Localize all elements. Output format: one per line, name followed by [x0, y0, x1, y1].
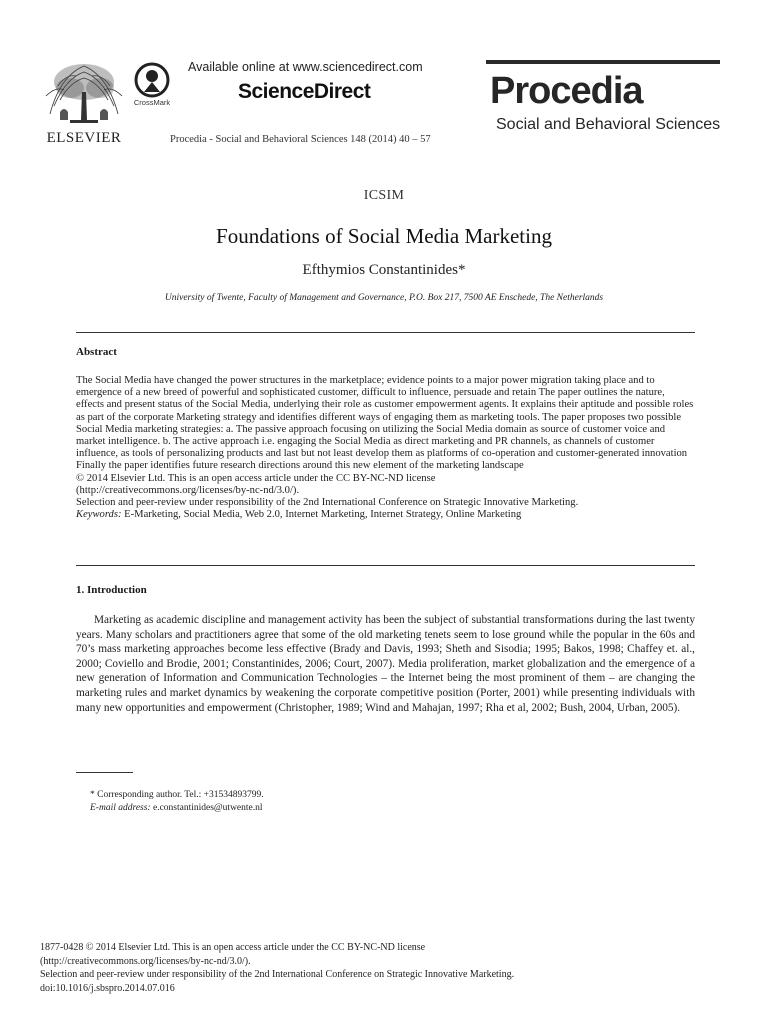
elsevier-logo — [40, 56, 128, 148]
procedia-top-bar — [486, 60, 720, 64]
author-affiliation: University of Twente, Faculty of Management and Governance, P.O. Box 217, 7500 AE Enschede, The Netherlands — [164, 293, 604, 303]
email-address[interactable]: e.constantinides@utwente.nl — [150, 803, 263, 813]
author-name: Efthymios Constantinides* — [302, 262, 466, 278]
sciencedirect-logo: ScienceDirect — [238, 80, 371, 103]
abstract-body: The Social Media have changed the power structures in the marketplace; evidence points to a major power migration taking place and to emergence of a new breed of powerful and sophisticated customer, difficult to influence, persuade and retain The paper outlines the nature, effects and present status of the Social Media, underlying their role as customer empowerment agents. It explains their aptitude and possible roles as part of the corporate Marketing strategy and identifies different ways of engaging them as marketing tools. The paper proposes two possible Social Media marketing strategies: a. The passive approach focusing on utilizing the Social Media domain as source of customer voice and market intelligence. b. The active approach i.e. engaging the Social Media as direct marketing and PR channels, as channels of customer influence, as tools of personalizing products and last but not least develop them as platforms of co-operation and customer-generated innovation Finally the paper identifies future research directions around this new element of the marketing landscape — [76, 375, 694, 472]
keywords-list: E-Marketing, Social Media, Web 2.0, Internet Marketing, Internet Strategy, Online Marketing — [121, 509, 522, 521]
email-note — [90, 802, 264, 815]
crossmark-icon — [134, 62, 170, 98]
divider-top — [76, 332, 695, 333]
journal-citation: Procedia - Social and Behavioral Sciences 148 (2014) 40 – 57 — [170, 134, 431, 145]
footnotes — [90, 789, 264, 815]
divider-bottom — [76, 565, 695, 566]
email-label: E-mail address: — [90, 803, 151, 813]
conference-name: ICSIM — [363, 188, 405, 203]
article-title: Foundations of Social Media Marketing — [216, 224, 552, 248]
introduction-paragraph: Marketing as academic discipline and management activity has been the subject of substantial transformations during the last twenty years. Many scholars and practitioners agree that some of the old marketing tenets seem to lose ground while the popular in the 60s and 70’s mass marketing approaches become less effective (Brady and Davis, 1993; Sheth and Sisodia; 1995; Bakos, 1998; Chaffey et. al., 2000; Coviello and Brodie, 2001; Constantinides, 2006; Court, 2007). Media proliferation, market globalization and the emergence of a new generation of Information and Communication Technologies – the Internet being the most prominent of them – are changing the marketing rules and market dynamics by weakening the corporate competitive position (Porter, 2001) while presenting individuals with many new opportunities and empowerment (Christopher, 1989; Wind and Mahajan, 1997; Rha et al, 2002; Bush, 2004, Urban, 2005). — [76, 614, 695, 714]
abstract-license-link[interactable]: (http://creativecommons.org/licenses/by-nc-nd/3.0/). — [76, 484, 300, 496]
corresponding-author-note: * Corresponding author. Tel.: +31534893799. — [90, 790, 264, 800]
footer-review-note: Selection and peer-review under responsibility of the 2nd International Conference on Strategic Innovative Marketing. — [40, 969, 515, 981]
issn-license-line: 1877-0428 © 2014 Elsevier Ltd. This is an open access article under the CC BY-NC-ND license — [40, 942, 426, 953]
abstract-block — [76, 375, 695, 521]
procedia-logo — [486, 60, 726, 146]
crossmark-label: CrossMark — [133, 98, 171, 107]
footnote-divider — [76, 772, 133, 773]
page-footer — [40, 941, 514, 995]
keywords-line — [76, 509, 695, 521]
elsevier-tree-icon — [40, 56, 128, 128]
abstract-heading: Abstract — [76, 346, 117, 358]
procedia-brand: Procedia — [490, 70, 643, 112]
availability-notice: Available online at www.sciencedirect.com — [188, 60, 423, 74]
procedia-subtitle: Social and Behavioral Sciences — [496, 116, 721, 133]
footer-license-link[interactable]: (http://creativecommons.org/licenses/by-nc-nd/3.0/). — [40, 955, 251, 967]
abstract-review-note: Selection and peer-review under responsibility of the 2nd International Conference on Strategic Innovative Marketing. — [76, 497, 579, 509]
keywords-label: Keywords: — [76, 509, 122, 521]
section-heading-introduction: 1. Introduction — [76, 584, 147, 596]
introduction-body — [76, 613, 695, 715]
crossmark-badge[interactable] — [134, 62, 170, 110]
doi-line[interactable]: doi:10.1016/j.sbspro.2014.07.016 — [40, 982, 175, 994]
abstract-license: © 2014 Elsevier Ltd. This is an open access article under the CC BY-NC-ND license — [76, 472, 436, 484]
elsevier-wordmark: ELSEVIER — [46, 130, 122, 146]
